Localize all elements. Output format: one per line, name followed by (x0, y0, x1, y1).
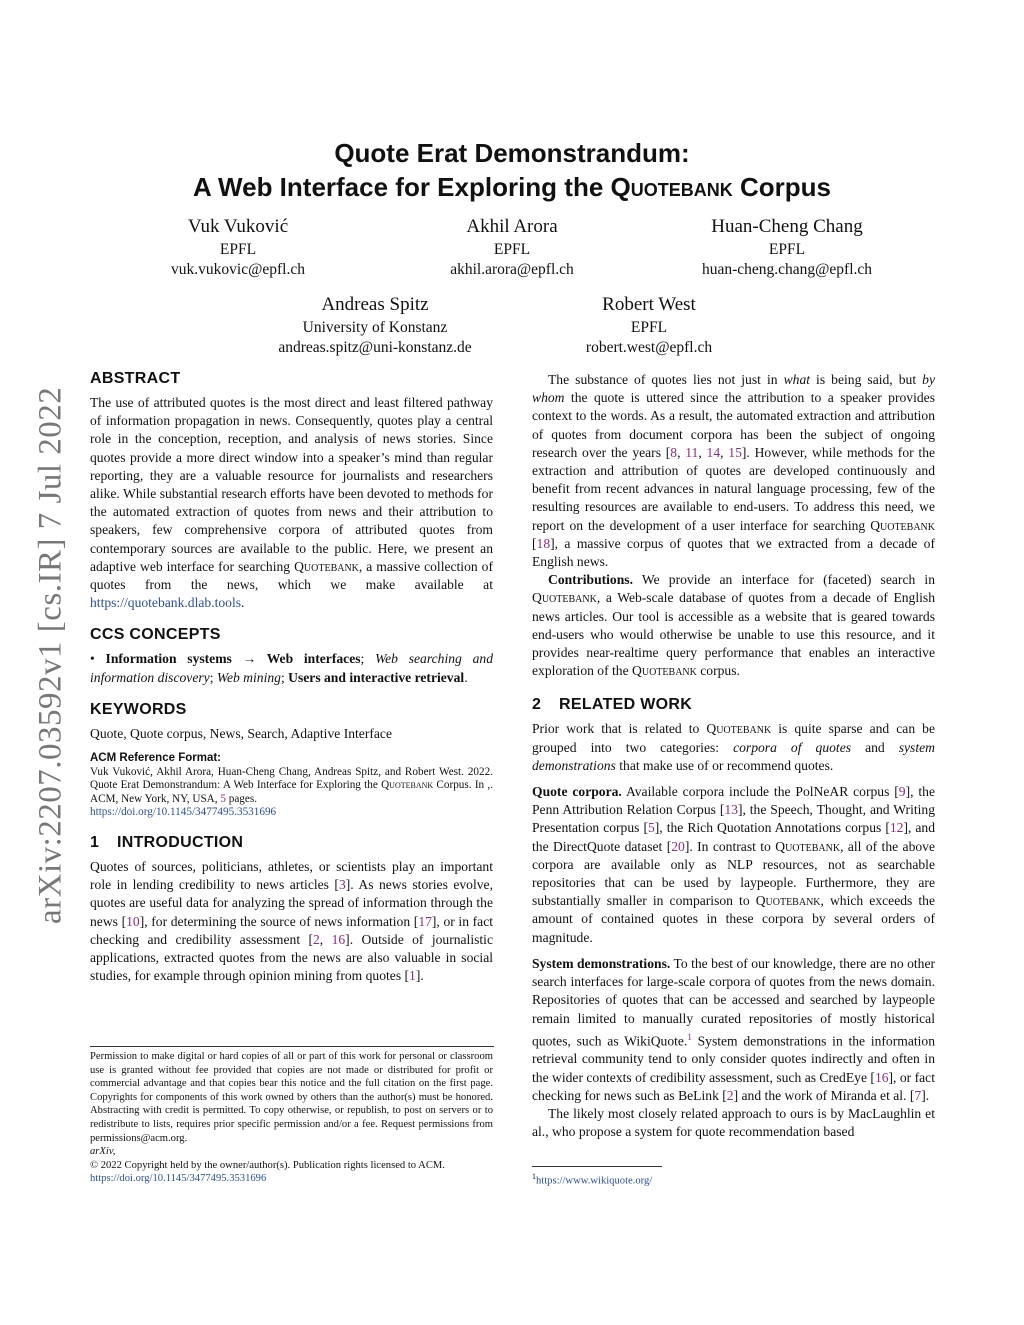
text-span: , a massive collection of quotes from the news, which we make available at (90, 558, 493, 593)
text-span: Prior work that is related to (532, 721, 707, 737)
text-span: corpus. (696, 663, 740, 679)
text-span: Quotebank (532, 590, 597, 606)
text-span: , (720, 444, 729, 460)
contributions-paragraph (532, 571, 935, 680)
text-span: that make use of or recommend quotes. (615, 757, 834, 773)
text-span: Quotebank (870, 517, 935, 533)
text-span: ]. (415, 968, 424, 984)
text-span: 1 (532, 1172, 536, 1181)
citation-link[interactable]: 2 (313, 931, 320, 947)
wikiquote-link[interactable]: https://www.wikiquote.org/ (536, 1175, 653, 1187)
text-span: ]. As news stories evolve, quotes are useful data for analyzing the spread of information through the news [ (90, 877, 493, 929)
title-text: A Web Interface for Exploring the (193, 172, 611, 202)
text-span: . (241, 595, 245, 611)
venue: arXiv, (90, 1146, 116, 1158)
citation-link[interactable]: 2 (726, 1087, 734, 1103)
citation-link[interactable]: 1 (409, 968, 416, 984)
acm-doi-link[interactable]: https://doi.org/10.1145/3477495.3531696 (90, 806, 277, 819)
author-name: Vuk Vuković (187, 216, 289, 237)
author-affiliation: EPFL (219, 241, 257, 258)
author-affiliation: University of Konstanz (302, 319, 448, 336)
text-span: The use of attributed quotes is the most direct and least filtered pathway of information propagation in news. Consequently, quotes play a central role in the conception, reception, and analysis of news stories. Since quotes provide a more direct window into a speaker’s mind than regular reporting, they are a valuable resource for journalists and researchers alike. While substantial research efforts have been devoted to methods for the automated extraction of quotes from news and their attribution to speakers, few comprehensive corpora of attributed quotes from contemporary sources are available to the public. Here, we present an adaptive web interface for searching (90, 395, 493, 574)
intro-paragraph (90, 858, 493, 985)
author-affiliation: EPFL (630, 319, 668, 336)
citation-link[interactable]: 12 (889, 820, 904, 836)
text-span: is being said, but (810, 372, 923, 387)
text-span: 1 (90, 834, 100, 852)
citation-link[interactable]: 14 (706, 444, 721, 460)
right-column (532, 371, 935, 1141)
intro-paragraph-2 (532, 371, 935, 571)
wikiquote-footnote (532, 1166, 935, 1188)
title-text: Corpus (732, 172, 831, 202)
permission-doi-link[interactable]: https://doi.org/10.1145/3477495.3531696 (90, 1173, 267, 1185)
text-span: 2 (532, 696, 542, 714)
text-span: and (851, 739, 899, 755)
author-affiliation: EPFL (493, 241, 531, 258)
quote-corpora-paragraph (532, 783, 935, 947)
section-1-heading (90, 832, 493, 854)
text-span: system demonstrations (532, 739, 935, 773)
text-span: ] and the work of Miranda et al. [ (733, 1087, 915, 1103)
author-email[interactable]: huan-cheng.chang@epfl.ch (701, 261, 873, 278)
text-span: ], the Rich Quotation Annotations corpus [ (654, 820, 890, 836)
author-block (240, 292, 510, 358)
text-span: is quite sparse and can be grouped into two categories: (532, 721, 935, 755)
author-email[interactable]: vuk.vukovic@epfl.ch (171, 261, 305, 278)
text-span: , which exceeds the amount of contained quotes in these corpora by several orders of magnitude. (532, 893, 935, 945)
text-span: Users and interactive retrieval (288, 669, 465, 685)
quotebank-link[interactable]: https://quotebank.dlab.tools (90, 595, 242, 611)
text-span: RELATED WORK (559, 696, 693, 714)
text-span: To the best of our knowledge, there are no other search interfaces for large-scale corpora of quotes from the news domain. Repositories of quotes that can be accessed and searched by laypeople remain limited to manually curated repositories of mostly historical quotes, such as WikiQuote. (532, 955, 936, 1049)
citation-link[interactable]: 16 (331, 931, 346, 947)
copyright: © 2022 Copyright held by the owner/author(s). Publication rights licensed to ACM. (90, 1159, 445, 1171)
text-span: ; (209, 669, 217, 685)
text-span: what (783, 372, 811, 387)
author-block (514, 292, 784, 358)
citation-link[interactable]: 15 (728, 444, 742, 460)
text-span: Web searching and information discovery (90, 651, 493, 685)
author-email[interactable]: andreas.spitz@uni-konstanz.de (278, 339, 472, 356)
text-span: Available corpora include the PolNeAR corpus [ (621, 784, 899, 800)
text-span: ]. (921, 1087, 930, 1103)
citation-link[interactable]: 18 (536, 535, 551, 551)
text-span: ], for determining the source of news information [ (139, 913, 419, 929)
author-block (652, 214, 922, 280)
text-span: ], and the DirectQuote dataset [ (532, 820, 936, 854)
text-span: [ (532, 535, 537, 551)
citation-link[interactable]: 16 (874, 1069, 889, 1085)
citation-link[interactable]: 5 (647, 820, 655, 836)
author-name: Akhil Arora (466, 216, 558, 237)
keywords-text: Quote, Quote corpus, News, Search, Adaptive Interface (90, 725, 392, 741)
text-span: ; (360, 651, 376, 667)
text-span: ]. Outside of journalistic applications, extracted quotes from the news are also valuable in social studies, for example through opinion mining from quotes [ (90, 931, 493, 984)
permission-text: Permission to make digital or hard copies of all or part of this work for personal or classroom use is granted without fee provided that copies are not made or distributed for profit or commercial advantage and that copies bear this notice and the full citation on the first page. Copyrights for components of this work owned by others than the author(s) must be honored. Abstracting with credit is permitted. To copy otherwise, or republish, to post on servers or to redistribute to lists, requires prior specific permission and/or a fee. Request permissions from permissions@acm.org. (90, 1051, 493, 1144)
author-email[interactable]: akhil.arora@epfl.ch (450, 261, 574, 278)
author-email[interactable]: robert.west@epfl.ch (585, 339, 713, 356)
text-span: ], the Penn Attribution Relation Corpus [ (532, 784, 936, 818)
permission-footnote (90, 1046, 493, 1186)
citation-link[interactable]: 1 (687, 1031, 692, 1042)
keywords-heading: KEYWORDS (90, 700, 187, 718)
text-span: Corpus. In ,. ACM, New York, NY, USA, (90, 779, 493, 805)
author-name: Huan-Cheng Chang (711, 216, 863, 237)
text-span: Quotebank (755, 893, 821, 909)
citation-link[interactable]: 9 (898, 784, 906, 800)
text-span: Quotebank (381, 779, 434, 792)
abstract-text (90, 394, 493, 612)
text-span: Web mining (216, 669, 281, 685)
text-span: . (464, 669, 468, 685)
text-span: ]. In contrast to (684, 838, 776, 854)
text-span: System demonstrations. (532, 955, 671, 971)
author-block (103, 214, 373, 280)
text-span: , all of the above corpora are available only as NLP resources, not as searchable repositories that can be used by laypeople. Furthermore, they are substantially smaller in comparison to (532, 838, 935, 909)
author-name: Robert West (602, 294, 696, 315)
text-span: System demonstrations in the information retrieval community tend to only consider quotes indirectly and often in the wider contexts of credibility assessment, such as CredEye [ (532, 1033, 935, 1085)
citation-link[interactable]: 13 (724, 802, 738, 818)
text-span: ], or fact checking for news such as BeLink [ (532, 1069, 935, 1103)
text-span: We provide an interface for (faceted) search in (632, 572, 935, 588)
text-span: , (319, 931, 332, 947)
title-line-1: Quote Erat Demonstrandum: (334, 138, 690, 168)
abstract-heading: ABSTRACT (90, 370, 181, 387)
citation-link[interactable]: 7 (914, 1087, 922, 1103)
text-span: , (677, 444, 686, 460)
text-span: ACM Reference Format: (90, 752, 221, 765)
text-span: Quotebank (294, 558, 359, 574)
citation-link[interactable]: 10 (126, 913, 140, 929)
text-span: Quotebank (775, 838, 841, 854)
paper-title (0, 136, 1024, 204)
acm-reference (90, 752, 493, 820)
text-span: Information systems → Web interfaces (105, 651, 361, 667)
author-block (377, 214, 647, 280)
title-quotebank: Quotebank (610, 172, 733, 202)
text-span: Quotes of sources, politicians, athletes, or scientists play an important role in lending credibility to news articles [ (90, 859, 493, 893)
ccs-text (90, 650, 493, 686)
citation-link[interactable]: 3 (338, 877, 346, 893)
text-span: ]. However, while methods for the extraction and attribution of quotes are developed continuously and benefit from recent advances in natural language processing, few of the resulting resources are available to end-users. To address this need, we report on the development of a user interface for searching (532, 444, 936, 533)
system-demonstrations-paragraph (532, 955, 935, 1105)
text-span: Vuk Vuković, Akhil Arora, Huan-Cheng Chang, Andreas Spitz, and Robert West. 2022. Quote Erat Demonstrandum: A Web Interface for Exploring the (90, 765, 493, 792)
left-column (90, 368, 493, 985)
title-line-2 (0, 170, 1024, 204)
text-span: ], the Speech, Thought, and Writing Presentation corpus [ (532, 802, 935, 836)
citation-link[interactable]: 20 (671, 838, 685, 854)
text-span: the quote is uttered since the attribution to a speaker provides context to the words. As a result, the automated extraction and attribution of quotes from document corpora has been the subject of ongoing research over the years [ (532, 390, 935, 460)
text-span: The substance of quotes lies not just in (548, 372, 784, 387)
text-span: Quotebank (632, 663, 697, 679)
citation-link[interactable]: 5 (220, 792, 226, 805)
text-span: INTRODUCTION (117, 834, 244, 852)
citation-link[interactable]: 17 (418, 913, 432, 929)
author-affiliation: EPFL (768, 241, 806, 258)
text-span: Contributions. (548, 572, 633, 588)
text-span: ; (280, 669, 289, 685)
citation-link[interactable]: 11 (685, 444, 699, 460)
arxiv-identifier-stamp: arXiv:2207.03592v1 [cs.IR] 7 Jul 2022 (32, 386, 69, 925)
author-name: Andreas Spitz (321, 294, 429, 315)
text-span: pages. (225, 792, 258, 805)
text-span: ], a massive corpus of quotes that we extracted from a decade of English news. (532, 535, 935, 570)
citation-link[interactable]: 8 (670, 444, 678, 460)
ccs-heading: CCS CONCEPTS (90, 626, 221, 644)
text-span: • (90, 651, 106, 667)
text-span: Quote corpora. (532, 784, 622, 800)
text-span: Quotebank (706, 721, 772, 737)
text-span: ], or in fact checking and credibility assessment [ (90, 913, 494, 947)
text-span: , (698, 444, 707, 460)
text-span: by whom (532, 372, 935, 406)
related-work-intro (532, 720, 935, 775)
text-span: corpora of quotes (733, 739, 852, 755)
related-approach-paragraph: The likely most closely related approach to ours is by MacLaughlin et al., who propose a system for quote recommendation based (532, 1106, 935, 1140)
text-span: , a Web-scale database of quotes from a decade of English news articles. Our tool is accessible as a website that is geared towards end-users who would otherwise be unable to use this resource, and it provides near-realtime query performance that enables an interactive exploration of the (532, 590, 935, 679)
section-2-heading (532, 694, 935, 716)
